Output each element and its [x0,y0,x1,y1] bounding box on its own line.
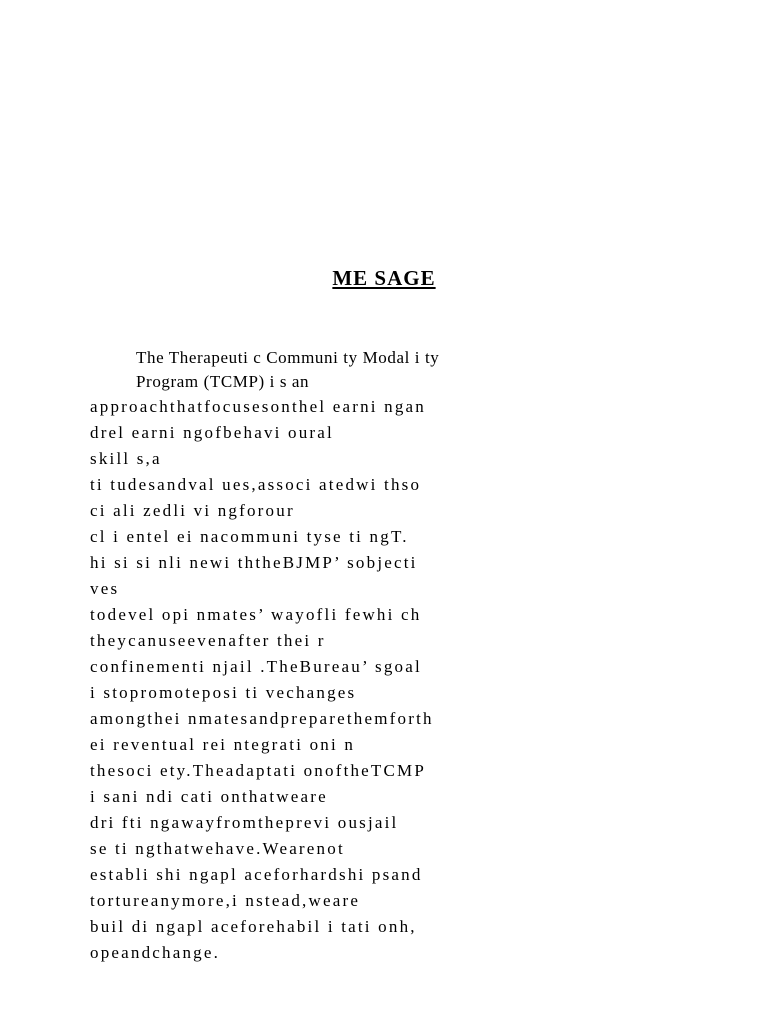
body-line: The Therapeuti c Communi ty Modal i ty [136,348,440,367]
body-line: hi si si nli newi ththeBJMP’ sobjecti [90,553,418,572]
body-line: i stopromoteposi ti vechanges [90,683,357,702]
body-line: thesoci ety.Theadaptati onoftheTCMP [90,761,427,780]
body-line: approachthatfocusesonthel earni ngan [90,397,426,416]
body-line: ci ali zedli vi ngforour [90,501,295,520]
body-line: i sani ndi cati onthatweare [90,787,328,806]
body-line: todevel opi nmates’ wayofli fewhi ch [90,605,422,624]
body-line: se ti ngthatwehave.Wearenot [90,839,345,858]
body-line: cl i entel ei nacommuni tyse ti ngT. [90,527,409,546]
body-line: ei reventual rei ntegrati oni n [90,735,356,754]
body-line: Program (TCMP) i s an [136,372,310,391]
body-line: tortureanymore,i nstead,weare [90,891,361,910]
message-body [90,346,650,966]
body-line: buil di ngapl aceforehabil i tati onh, [90,917,417,936]
body-line: ti tudesandval ues,associ atedwi thso [90,475,422,494]
body-line: establi shi ngapl aceforhardshi psand [90,865,423,884]
body-line: skill s,a [90,449,162,468]
message-heading: ME SAGE [332,266,436,290]
body-line: amongthei nmatesandpreparethemforth [90,709,434,728]
body-line: theycanuseevenafter thei r [90,631,326,650]
body-line: confinementi njail .TheBureau’ sgoal [90,657,422,676]
body-line: drel earni ngofbehavi oural [90,423,334,442]
body-line: dri fti ngawayfromtheprevi ousjail [90,813,399,832]
body-line: opeandchange. [90,943,221,962]
body-line: ves [90,579,120,598]
